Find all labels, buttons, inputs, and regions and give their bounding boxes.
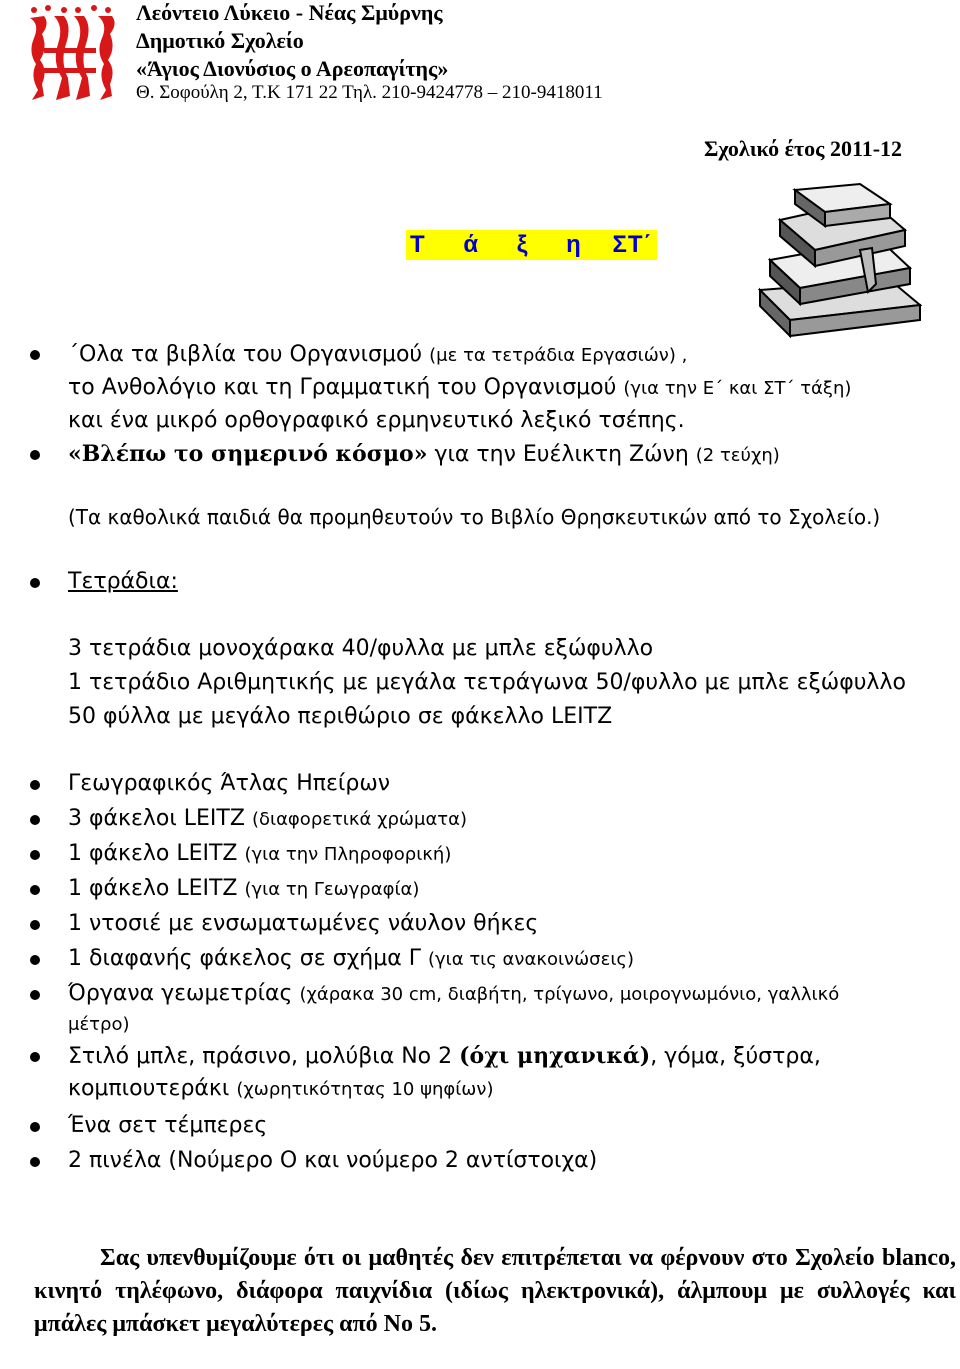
bullet-icon — [30, 955, 40, 965]
bullet-icon — [30, 885, 40, 895]
supply-item: Ένα σετ τέμπερες — [68, 1113, 268, 1138]
workbook-text: για την Ευέλικτη Ζώνη — [434, 442, 689, 467]
supply-bold: (όχι μηχανικά) — [459, 1043, 651, 1069]
supply-note: (χάρακα 30 cm, διαβήτη, τρίγωνο, μοιρογνωμόνιο, γαλλικό — [299, 984, 840, 1005]
supply-item — [68, 804, 467, 835]
school-patron: «Άγιος Διονύσιος ο Αρεοπαγίτης» — [136, 56, 449, 81]
school-name: Λεόντειο Λύκειο - Νέας Σμύρνης — [136, 0, 443, 25]
supply-note: (διαφορετικά χρώματα) — [251, 809, 468, 830]
books-illustration — [740, 180, 936, 340]
catholic-note: (Τα καθολικά παιδιά θα προμηθευτούν το Βιβλίο Θρησκευτικών από το Σχολείο.) — [68, 505, 881, 529]
class-title-label: Τ ά ξ η — [410, 231, 582, 258]
bullet-icon — [30, 350, 40, 360]
bullet-icon — [30, 990, 40, 1000]
supply-item-continued — [68, 1074, 493, 1105]
bullet-icon — [30, 815, 40, 825]
class-title-grade: ΣΤ΄ — [612, 231, 653, 258]
bullet-icon — [30, 1157, 40, 1167]
supply-item — [68, 1041, 821, 1072]
supply-text: 1 φάκελο LEITZ — [68, 841, 238, 866]
books-line-1 — [68, 340, 687, 371]
supply-text: Στιλό μπλε, πράσινο, μολύβια Νο 2 — [68, 1044, 460, 1069]
supply-note: (για την Πληροφορική) — [244, 844, 452, 865]
supply-item: 2 πινέλα (Νούμερο Ο και νούμερο 2 αντίστοιχα) — [68, 1148, 598, 1173]
supply-text: Όργανα γεωμετρίας — [68, 981, 293, 1006]
workbook-title: «Βλέπω το σημερινό κόσμο» — [68, 441, 428, 467]
school-division: Δημοτικό Σχολείο — [136, 28, 304, 53]
notebook-item: 50 φύλλα με μεγάλο περιθώριο σε φάκελλο LEITZ — [68, 704, 613, 729]
notebook-item: 3 τετράδια μονοχάρακα 40/φυλλα με μπλε εξώφυλλο — [68, 636, 654, 661]
bullet-icon — [30, 450, 40, 460]
supply-item — [68, 874, 419, 905]
books-all-text: ΄Ολα τα βιβλία του Οργανισμού — [68, 342, 423, 367]
supply-note-continued: μέτρο) — [68, 1014, 130, 1035]
bullet-icon — [30, 578, 40, 588]
books-all-note: (με τα τετράδια Εργασιών) , — [429, 345, 688, 366]
notebooks-heading: Τετράδια: — [68, 569, 178, 594]
school-crest-logo — [24, 4, 116, 104]
class-title — [406, 230, 657, 260]
supply-item: 1 ντοσιέ με ενσωματωμένες νάυλον θήκες — [68, 911, 539, 936]
anthology-note: (για την Ε΄ και ΣΤ΄ τάξη) — [623, 378, 852, 399]
anthology-text: το Ανθολόγιο και τη Γραμματική του Οργανισμού — [68, 375, 617, 400]
supply-note: (χωρητικότητας 10 ψηφίων) — [236, 1079, 494, 1100]
school-year: Σχολικό έτος 2011-12 — [704, 136, 903, 161]
bullet-icon — [30, 920, 40, 930]
supply-note: (για τη Γεωγραφία) — [244, 879, 420, 900]
supply-text: 1 διαφανής φάκελος σε σχήμα Γ — [68, 946, 421, 971]
notebook-item: 1 τετράδιο Αριθμητικής με μεγάλα τετράγωνα 50/φυλλο με μπλε εξώφυλλο — [68, 670, 906, 695]
books-line-2 — [68, 373, 851, 404]
supply-text: 3 φάκελοι LEITZ — [68, 806, 245, 831]
bullet-icon — [30, 780, 40, 790]
supply-item — [68, 944, 634, 975]
supply-item — [68, 839, 451, 870]
books-line-4 — [68, 439, 780, 471]
supply-note: (για τις ανακοινώσεις) — [427, 949, 634, 970]
bullet-icon — [30, 1122, 40, 1132]
supply-item — [68, 979, 839, 1010]
school-address: Θ. Σοφούλη 2, Τ.Κ 171 22 Τηλ. 210-9424778 – 210-9418011 — [136, 82, 603, 103]
bullet-icon — [30, 850, 40, 860]
footer-notice: Σας υπενθυμίζουμε ότι οι μαθητές δεν επιτρέπεται να φέρνουν στο Σχολείο blanco, κινητό τηλέφωνο, διάφορα παιχνίδια (ιδίως ηλεκτρονικά), άλμπουμ με συλλογές και μπάλες μπάσκετ μεγαλύτερες από Νο 5. — [34, 1245, 956, 1337]
supply-text: 1 φάκελο LEITZ — [68, 876, 238, 901]
supply-text: κομπιουτεράκι — [68, 1076, 230, 1101]
supply-text-after: , γόμα, ξύστρα, — [650, 1044, 821, 1069]
workbook-note: (2 τεύχη) — [695, 445, 780, 466]
supply-item: Γεωγραφικός Άτλας Ηπείρων — [68, 771, 391, 796]
bullet-icon — [30, 1052, 40, 1062]
books-line-3: και ένα μικρό ορθογραφικό ερμηνευτικό λεξικό τσέπης. — [68, 408, 685, 433]
